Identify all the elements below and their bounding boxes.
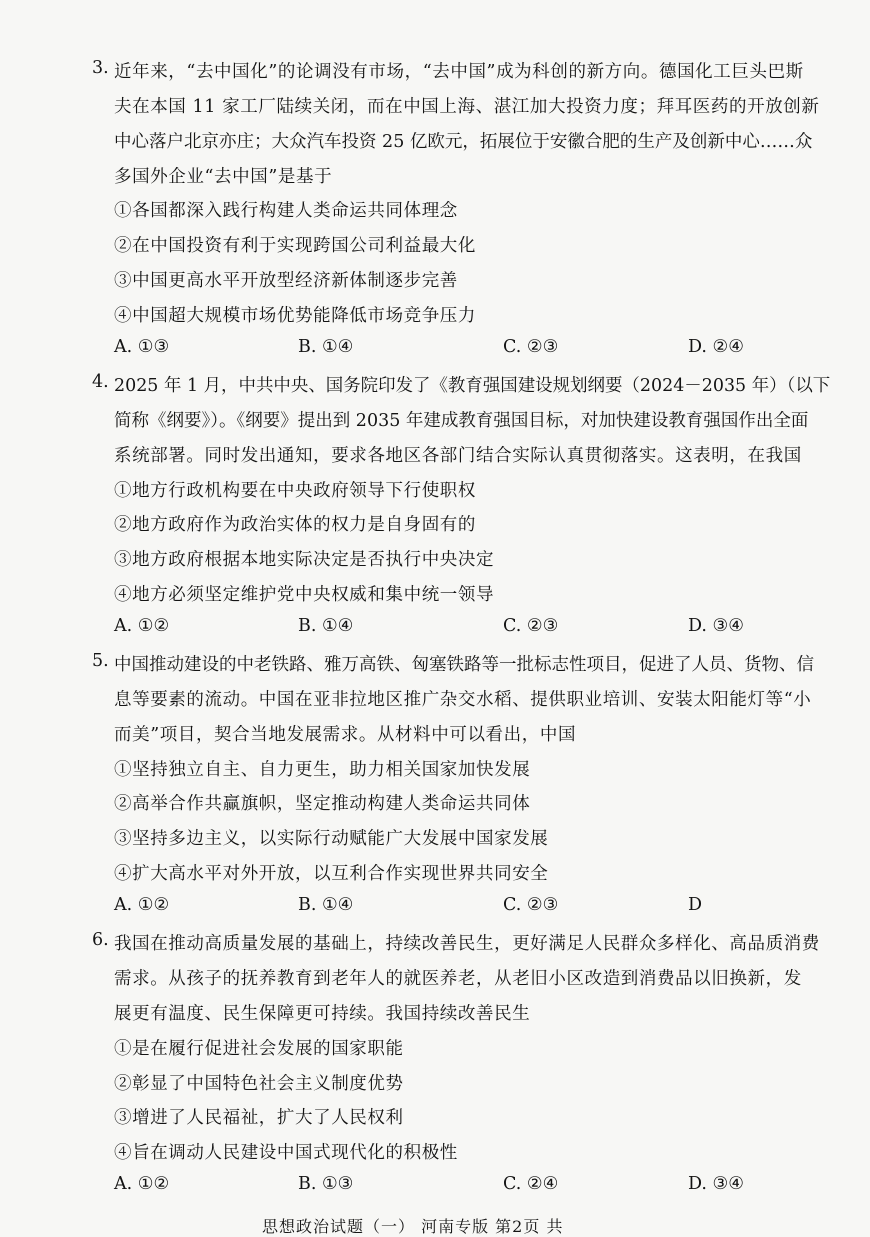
stem-line: 2025 年 1 月，中共中央、国务院印发了《教育强国建设规划纲要（2024－2035 年）（以下 [114,376,831,396]
option-d[interactable]: D. ③④ [688,1174,744,1194]
stem-line: 系统部署。同时发出通知，要求各地区各部门结合实际认真贯彻落实。这表明，在我国 [114,446,802,466]
page-footer: 思想政治试题（一） 河南专版 第2页 共 [262,1217,564,1236]
statement-item: ④中国超大规模市场优势能降低市场竞争压力 [114,306,476,326]
statement-item: ②彰显了中国特色社会主义制度优势 [114,1074,404,1094]
statement-item: ④扩大高水平对外开放，以互利合作实现世界共同安全 [114,864,549,884]
option-d[interactable]: D. ③④ [688,616,744,636]
statement-item: ③增进了人民福祉，扩大了人民权利 [114,1108,404,1128]
statement-item: ③地方政府根据本地实际决定是否执行中央决定 [114,550,495,570]
statement-item: ②在中国投资有利于实现跨国公司利益最大化 [114,236,476,256]
option-c[interactable]: C. ②③ [503,895,559,915]
statement-item: ④旨在调动人民建设中国式现代化的积极性 [114,1143,458,1163]
option-d[interactable]: D. ②④ [688,337,744,357]
stem-line: 多国外企业“去中国”是基于 [114,167,333,187]
statement-item: ①坚持独立自主、自力更生，助力相关国家加快发展 [114,760,531,780]
stem-line: 夫在本国 11 家工厂陆续关闭，而在中国上海、湛江加大投资力度；拜耳医药的开放创新 [114,97,820,117]
option-a[interactable]: A. ①② [114,1174,170,1194]
option-d[interactable]: D [688,895,703,915]
stem-line: 而美”项目，契合当地发展需求。从材料中可以看出，中国 [114,725,577,745]
statement-item: ①各国都深入践行构建人类命运共同体理念 [114,201,458,221]
answer-options [0,616,870,640]
question-number: 6. [92,930,109,950]
option-c[interactable]: C. ②④ [503,1174,559,1194]
statement-item: ②高举合作共赢旗帜，坚定推动构建人类命运共同体 [114,794,531,814]
stem-line: 我国在推动高质量发展的基础上，持续改善民生，更好满足人民群众多样化、高品质消费 [114,934,820,954]
option-a[interactable]: A. ①② [114,616,170,636]
answer-options [0,1174,870,1198]
stem-line: 中心落户北京亦庄；大众汽车投资 25 亿欧元，拓展位于安徽合肥的生产及创新中心……众 [114,132,813,152]
option-b[interactable]: B. ①③ [298,1174,354,1194]
stem-line: 展更有温度、民生保障更可持续。我国持续改善民生 [114,1004,531,1024]
option-c[interactable]: C. ②③ [503,616,559,636]
option-b[interactable]: B. ①④ [298,337,354,357]
stem-line: 中国推动建设的中老铁路、雅万高铁、匈塞铁路等一批标志性项目，促进了人员、货物、信 [114,655,814,675]
option-b[interactable]: B. ①④ [298,616,354,636]
statement-item: ④地方必须坚定维护党中央权威和集中统一领导 [114,585,495,605]
statement-item: ①地方行政机构要在中央政府领导下行使职权 [114,481,476,501]
question-number: 5. [92,651,109,671]
stem-line: 息等要素的流动。中国在亚非拉地区推广杂交水稻、提供职业培训、安装太阳能灯等“小 [114,690,812,710]
statement-item: ①是在履行促进社会发展的国家职能 [114,1039,404,1059]
option-c[interactable]: C. ②③ [503,337,559,357]
option-a[interactable]: A. ①③ [114,337,170,357]
stem-line: 简称《纲要》）。《纲要》提出到 2035 年建成教育强国目标，对加快建设教育强国作出全面 [114,411,809,431]
answer-options [0,895,870,919]
statement-item: ③中国更高水平开放型经济新体制逐步完善 [114,271,458,291]
option-a[interactable]: A. ①② [114,895,170,915]
option-b[interactable]: B. ①④ [298,895,354,915]
statement-item: ③坚持多边主义，以实际行动赋能广大发展中国家发展 [114,829,549,849]
question-number: 4. [92,372,109,392]
stem-line: 需求。从孩子的抚养教育到老年人的就医养老，从老旧小区改造到消费品以旧换新，发 [114,969,802,989]
statement-item: ②地方政府作为政治实体的权力是自身固有的 [114,515,476,535]
question-number: 3. [92,58,109,78]
answer-options [0,337,870,361]
stem-line: 近年来，“去中国化”的论调没有市场，“去中国”成为科创的新方向。德国化工巨头巴斯 [114,62,804,82]
